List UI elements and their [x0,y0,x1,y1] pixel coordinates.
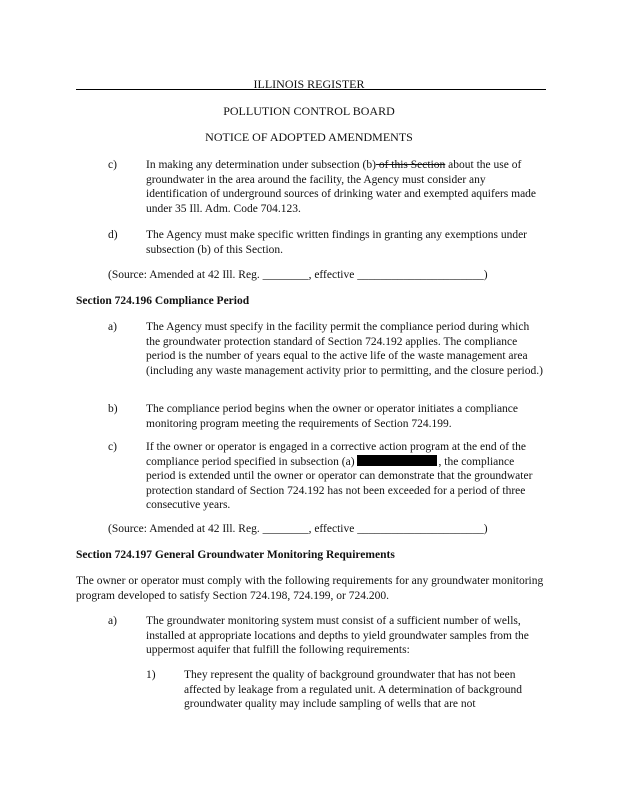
subsection-c-strikethrough: of this Section [375,159,446,171]
subsection-d-text: The Agency must make specific written findings in granting any exemptions under subsection (b) of this Section. [146,229,528,256]
sec197-intro: The owner or operator must comply with the following requirements for any groundwater monitoring program developed to satisfy Section 724.198, 724.199, or 724.200. [76,575,544,602]
sec197-a-label: a) [108,615,117,627]
board-title: POLLUTION CONTROL BOARD [223,104,395,118]
subsection-c-text-pre: In making any determination under subsection (b) [146,159,376,171]
notice-title: NOTICE OF ADOPTED AMENDMENTS [205,130,413,144]
sec196-b-text: The compliance period begins when the owner or operator initiates a compliance monitoring program meeting the requirements of Section 724.199. [146,403,519,430]
sec196-c-text-pre: If the owner or operator is engaged in a corrective action program at the end of the compliance period specified in subsection (a) [146,441,526,468]
sec197-a1-label: 1) [146,669,156,681]
sec197-a-text: The groundwater monitoring system must consist of a sufficient number of wells, installed at appropriate locations and depths to yield groundwater samples from the uppermost aquifer that fulfill the following requirements: [146,615,529,657]
subsection-c-text [146,158,546,216]
section-724-197-heading: Section 724.197 General Groundwater Monitoring Requirements [76,549,395,561]
subsection-c-text-post: about the use of groundwater in the area around the facility, the Agency must consider any identification of underground sources of drinking water and exempted aquifers made under 35 Ill. Adm. Code 704.123. [146,159,537,215]
sec196-c-label: c) [108,441,117,453]
sec196-c-text-post: , the compliance period is extended until the owner or operator can demonstrate that the groundwater protection standard of Section 724.192 has not been exceeded for a period of three consecutive years. [146,455,533,512]
subsection-d-label: d) [108,229,118,241]
sec196-a-label: a) [108,321,117,333]
sec196-c-text [146,440,546,513]
source-note-2: (Source: Amended at 42 Ill. Reg. ________, effective ______________________) [108,523,488,535]
redaction-block [357,455,437,466]
sec197-a1-text: They represent the quality of background groundwater that has not been affected by leakage from a regulated unit. A determination of background groundwater quality may include sampling of wells that are not [184,669,522,711]
sec196-b-label: b) [108,403,118,415]
source-note-1: (Source: Amended at 42 Ill. Reg. ________, effective ______________________) [108,269,488,281]
section-724-196-heading: Section 724.196 Compliance Period [76,295,250,307]
sec196-a-text: The Agency must specify in the facility permit the compliance period during which the groundwater protection standard of Section 724.192 applies. The compliance period is the number of years equal to the active life of the waste management area (including any waste management activity prior to permitting, and the closure period.) [146,321,543,377]
subsection-c-label: c) [108,159,117,171]
register-title: ILLINOIS REGISTER [253,77,365,91]
